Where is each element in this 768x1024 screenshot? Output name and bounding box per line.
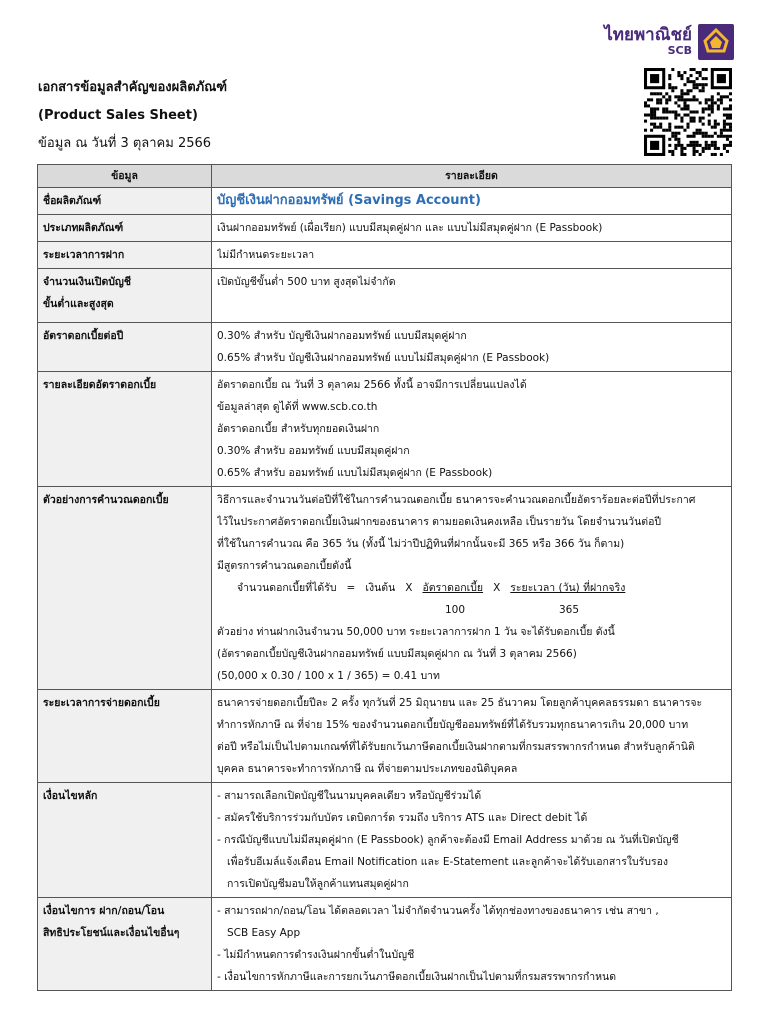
other-condition-line: SCB Easy App xyxy=(227,927,301,939)
row-label-calc-example: ตัวอย่างการคำนวณดอกเบี้ย xyxy=(38,487,212,690)
calc-line: วิธีการและจำนวนวันต่อปีที่ใช้ในการคำนวณดอกเบี้ย ธนาคารจะคำนวณดอกเบี้ยอัตราร้อยละต่อปีที่ประกาศ xyxy=(217,494,696,506)
calc-line: (50,000 x 0.30 / 100 x 1 / 365) = 0.41 บาท xyxy=(217,670,440,682)
qr-code xyxy=(644,68,732,156)
calc-line: ตัวอย่าง ท่านฝากเงินจำนวน 50,000 บาท ระยะเวลาการฝาก 1 วัน จะได้รับดอกเบี้ย ดังนี้ xyxy=(217,626,615,638)
condition-line: - กรณีบัญชีแบบไม่มีสมุดคู่ฝาก (E Passbook) ลูกค้าจะต้องมี Email Address มาด้วย ณ วันที่เปิดบัญชี xyxy=(217,834,679,846)
row-label-interest-rate: อัตราดอกเบี้ยต่อปี xyxy=(38,323,212,372)
payment-line: ทำการหักภาษี ณ ที่จ่าย 15% ของจำนวนดอกเบี้ยบัญชีออมทรัพย์ที่ได้รับรวมทุกธนาคารเกิน 20,000 บาท xyxy=(217,719,689,731)
table-header-row xyxy=(38,165,732,188)
interest-detail-line: 0.65% สำหรับ ออมทรัพย์ แบบไม่มีสมุดคู่ฝาก (E Passbook) xyxy=(217,467,493,479)
formula-denominator-100: 100 xyxy=(445,604,466,616)
calc-line: (อัตราดอกเบี้ยบัญชีเงินฝากออมทรัพย์ แบบมีสมุดคู่ฝาก ณ วันที่ 3 ตุลาคม 2566) xyxy=(217,648,577,660)
interest-rate-line: 0.30% สำหรับ บัญชีเงินฝากออมทรัพย์ แบบมีสมุดคู่ฝาก xyxy=(217,330,467,342)
table-row xyxy=(38,323,732,372)
scb-logo xyxy=(604,24,734,60)
logo-thai-name: ไทยพาณิชย์ xyxy=(604,25,692,46)
scb-emblem-icon xyxy=(698,24,734,60)
formula-rate: อัตราดอกเบี้ย xyxy=(422,582,484,594)
payment-line: ธนาคารจ่ายดอกเบี้ยปีละ 2 ครั้ง ทุกวันที่ 25 มิถุนายน และ 25 ธันวาคม โดยลูกค้าบุคคลธรรมดา ธนาคารจะ xyxy=(217,697,703,709)
payment-line: ต่อปี หรือไม่เป็นไปตามเกณฑ์ที่ได้รับยกเว้นภาษีดอกเบี้ยเงินฝากตามที่กรมสรรพากรกำหนด สำหรับลูกค้านิติ xyxy=(217,741,695,753)
interest-detail-line: อัตราดอกเบี้ย ณ วันที่ 3 ตุลาคม 2566 ทั้งนี้ อาจมีการเปลี่ยนแปลงได้ xyxy=(217,379,527,391)
interest-detail-line: อัตราดอกเบี้ย สำหรับทุกยอดเงินฝาก xyxy=(217,423,380,435)
other-condition-line: - ไม่มีกำหนดการดำรงเงินฝากขั้นต่ำในบัญชี xyxy=(217,949,415,961)
calc-formula-denominators xyxy=(217,599,726,621)
table-row xyxy=(38,242,732,269)
formula-denominator-365: 365 xyxy=(559,604,580,616)
label-line: เงื่อนไขการ ฝาก/ถอน/โอน xyxy=(43,905,165,917)
label-line: ขั้นต่ำและสูงสุด xyxy=(43,298,114,310)
row-label-main-conditions: เงื่อนไขหลัก xyxy=(38,783,212,898)
table-row xyxy=(38,783,732,898)
label-line: จำนวนเงินเปิดบัญชี xyxy=(43,276,132,288)
table-row xyxy=(38,487,732,690)
document-header xyxy=(38,74,227,158)
formula-interest: จำนวนดอกเบี้ยที่ได้รับ xyxy=(237,582,337,594)
row-label-product-type: ประเภทผลิตภัณฑ์ xyxy=(38,215,212,242)
row-label-product-name: ชื่อผลิตภัณฑ์ xyxy=(38,188,212,215)
column-header-detail: รายละเอียด xyxy=(212,165,732,188)
row-label-payment-period: ระยะเวลาการจ่ายดอกเบี้ย xyxy=(38,690,212,783)
row-label-other-conditions xyxy=(38,898,212,991)
table-row xyxy=(38,898,732,991)
row-label-min-max xyxy=(38,269,212,323)
table-row xyxy=(38,188,732,215)
other-condition-line: - สามารถฝาก/ถอน/โอน ได้ตลอดเวลา ไม่จำกัดจำนวนครั้ง ได้ทุกช่องทางของธนาคาร เช่น สาขา , xyxy=(217,905,659,917)
condition-line: เพื่อรับอีเมล์แจ้งเตือน Email Notification และ E-Statement และลูกค้าจะได้รับเอกสารใบรับรอง xyxy=(227,856,669,868)
row-label-interest-detail: รายละเอียดอัตราดอกเบี้ย xyxy=(38,372,212,487)
document-title: เอกสารข้อมูลสำคัญของผลิตภัณฑ์ xyxy=(38,80,228,95)
calc-line: ที่ใช้ในการคำนวณ คือ 365 วัน (ทั้งนี้ ไม่ว่าปีปฏิทินที่ฝากนั้นจะมี 365 หรือ 366 วัน ก็ตาม) xyxy=(217,538,625,550)
calc-line: ไว้ในประกาศอัตราดอกเบี้ยเงินฝากของธนาคาร ตามยอดเงินคงเหลือ เป็นรายวัน โดยจำนวนวันต่อปี xyxy=(217,516,662,528)
interest-detail-line: ข้อมูลล่าสุด ดูได้ที่ www.scb.co.th xyxy=(217,401,378,413)
product-info-table xyxy=(37,164,732,991)
table-row xyxy=(38,215,732,242)
formula-equals: = xyxy=(346,582,356,594)
condition-line: - สามารถเลือกเปิดบัญชีในนามบุคคลเดียว หรือบัญชีร่วมได้ xyxy=(217,790,482,802)
formula-times: X xyxy=(405,582,413,594)
table-row xyxy=(38,372,732,487)
min-max-value: เปิดบัญชีขั้นต่ำ 500 บาท สูงสุดไม่จำกัด xyxy=(217,276,396,288)
row-label-deposit-term: ระยะเวลาการฝาก xyxy=(38,242,212,269)
condition-line: การเปิดบัญชีมอบให้ลูกค้าแทนสมุดคู่ฝาก xyxy=(227,878,409,890)
interest-rate-line: 0.65% สำหรับ บัญชีเงินฝากออมทรัพย์ แบบไม่มีสมุดคู่ฝาก (E Passbook) xyxy=(217,352,550,364)
interest-detail-line: 0.30% สำหรับ ออมทรัพย์ แบบมีสมุดคู่ฝาก xyxy=(217,445,410,457)
table-row xyxy=(38,690,732,783)
deposit-term-value: ไม่มีกำหนดระยะเวลา xyxy=(217,249,315,261)
product-type-value: เงินฝากออมทรัพย์ (เผื่อเรียก) แบบมีสมุดคู่ฝาก และ แบบไม่มีสมุดคู่ฝาก (E Passbook) xyxy=(217,222,603,234)
formula-principal: เงินต้น xyxy=(365,582,396,594)
document-subtitle: (Product Sales Sheet) xyxy=(38,108,198,123)
other-condition-line: - เงื่อนไขการหักภาษีและการยกเว้นภาษีดอกเบี้ยเงินฝากเป็นไปตามที่กรมสรรพากรกำหนด xyxy=(217,971,617,983)
formula-days: ระยะเวลา (วัน) ที่ฝากจริง xyxy=(510,582,626,594)
calc-line: มีสูตรการคำนวณดอกเบี้ยดังนี้ xyxy=(217,560,352,572)
logo-en-name: SCB xyxy=(667,44,692,58)
product-name: บัญชีเงินฝากออมทรัพย์ (Savings Account) xyxy=(217,193,481,208)
payment-line: บุคคล ธนาคารจะทำการหักภาษี ณ ที่จ่ายตามประเภทของนิติบุคคล xyxy=(217,763,518,775)
column-header-info: ข้อมูล xyxy=(38,165,212,188)
document-date: ข้อมูล ณ วันที่ 3 ตุลาคม 2566 xyxy=(38,136,212,151)
table-row xyxy=(38,269,732,323)
label-line: สิทธิประโยชน์และเงื่อนไขอื่นๆ xyxy=(43,927,180,939)
formula-times: X xyxy=(493,582,501,594)
condition-line: - สมัครใช้บริการร่วมกับบัตร เดบิตการ์ด รวมถึง บริการ ATS และ Direct debit ได้ xyxy=(217,812,588,824)
calc-formula xyxy=(217,577,726,599)
